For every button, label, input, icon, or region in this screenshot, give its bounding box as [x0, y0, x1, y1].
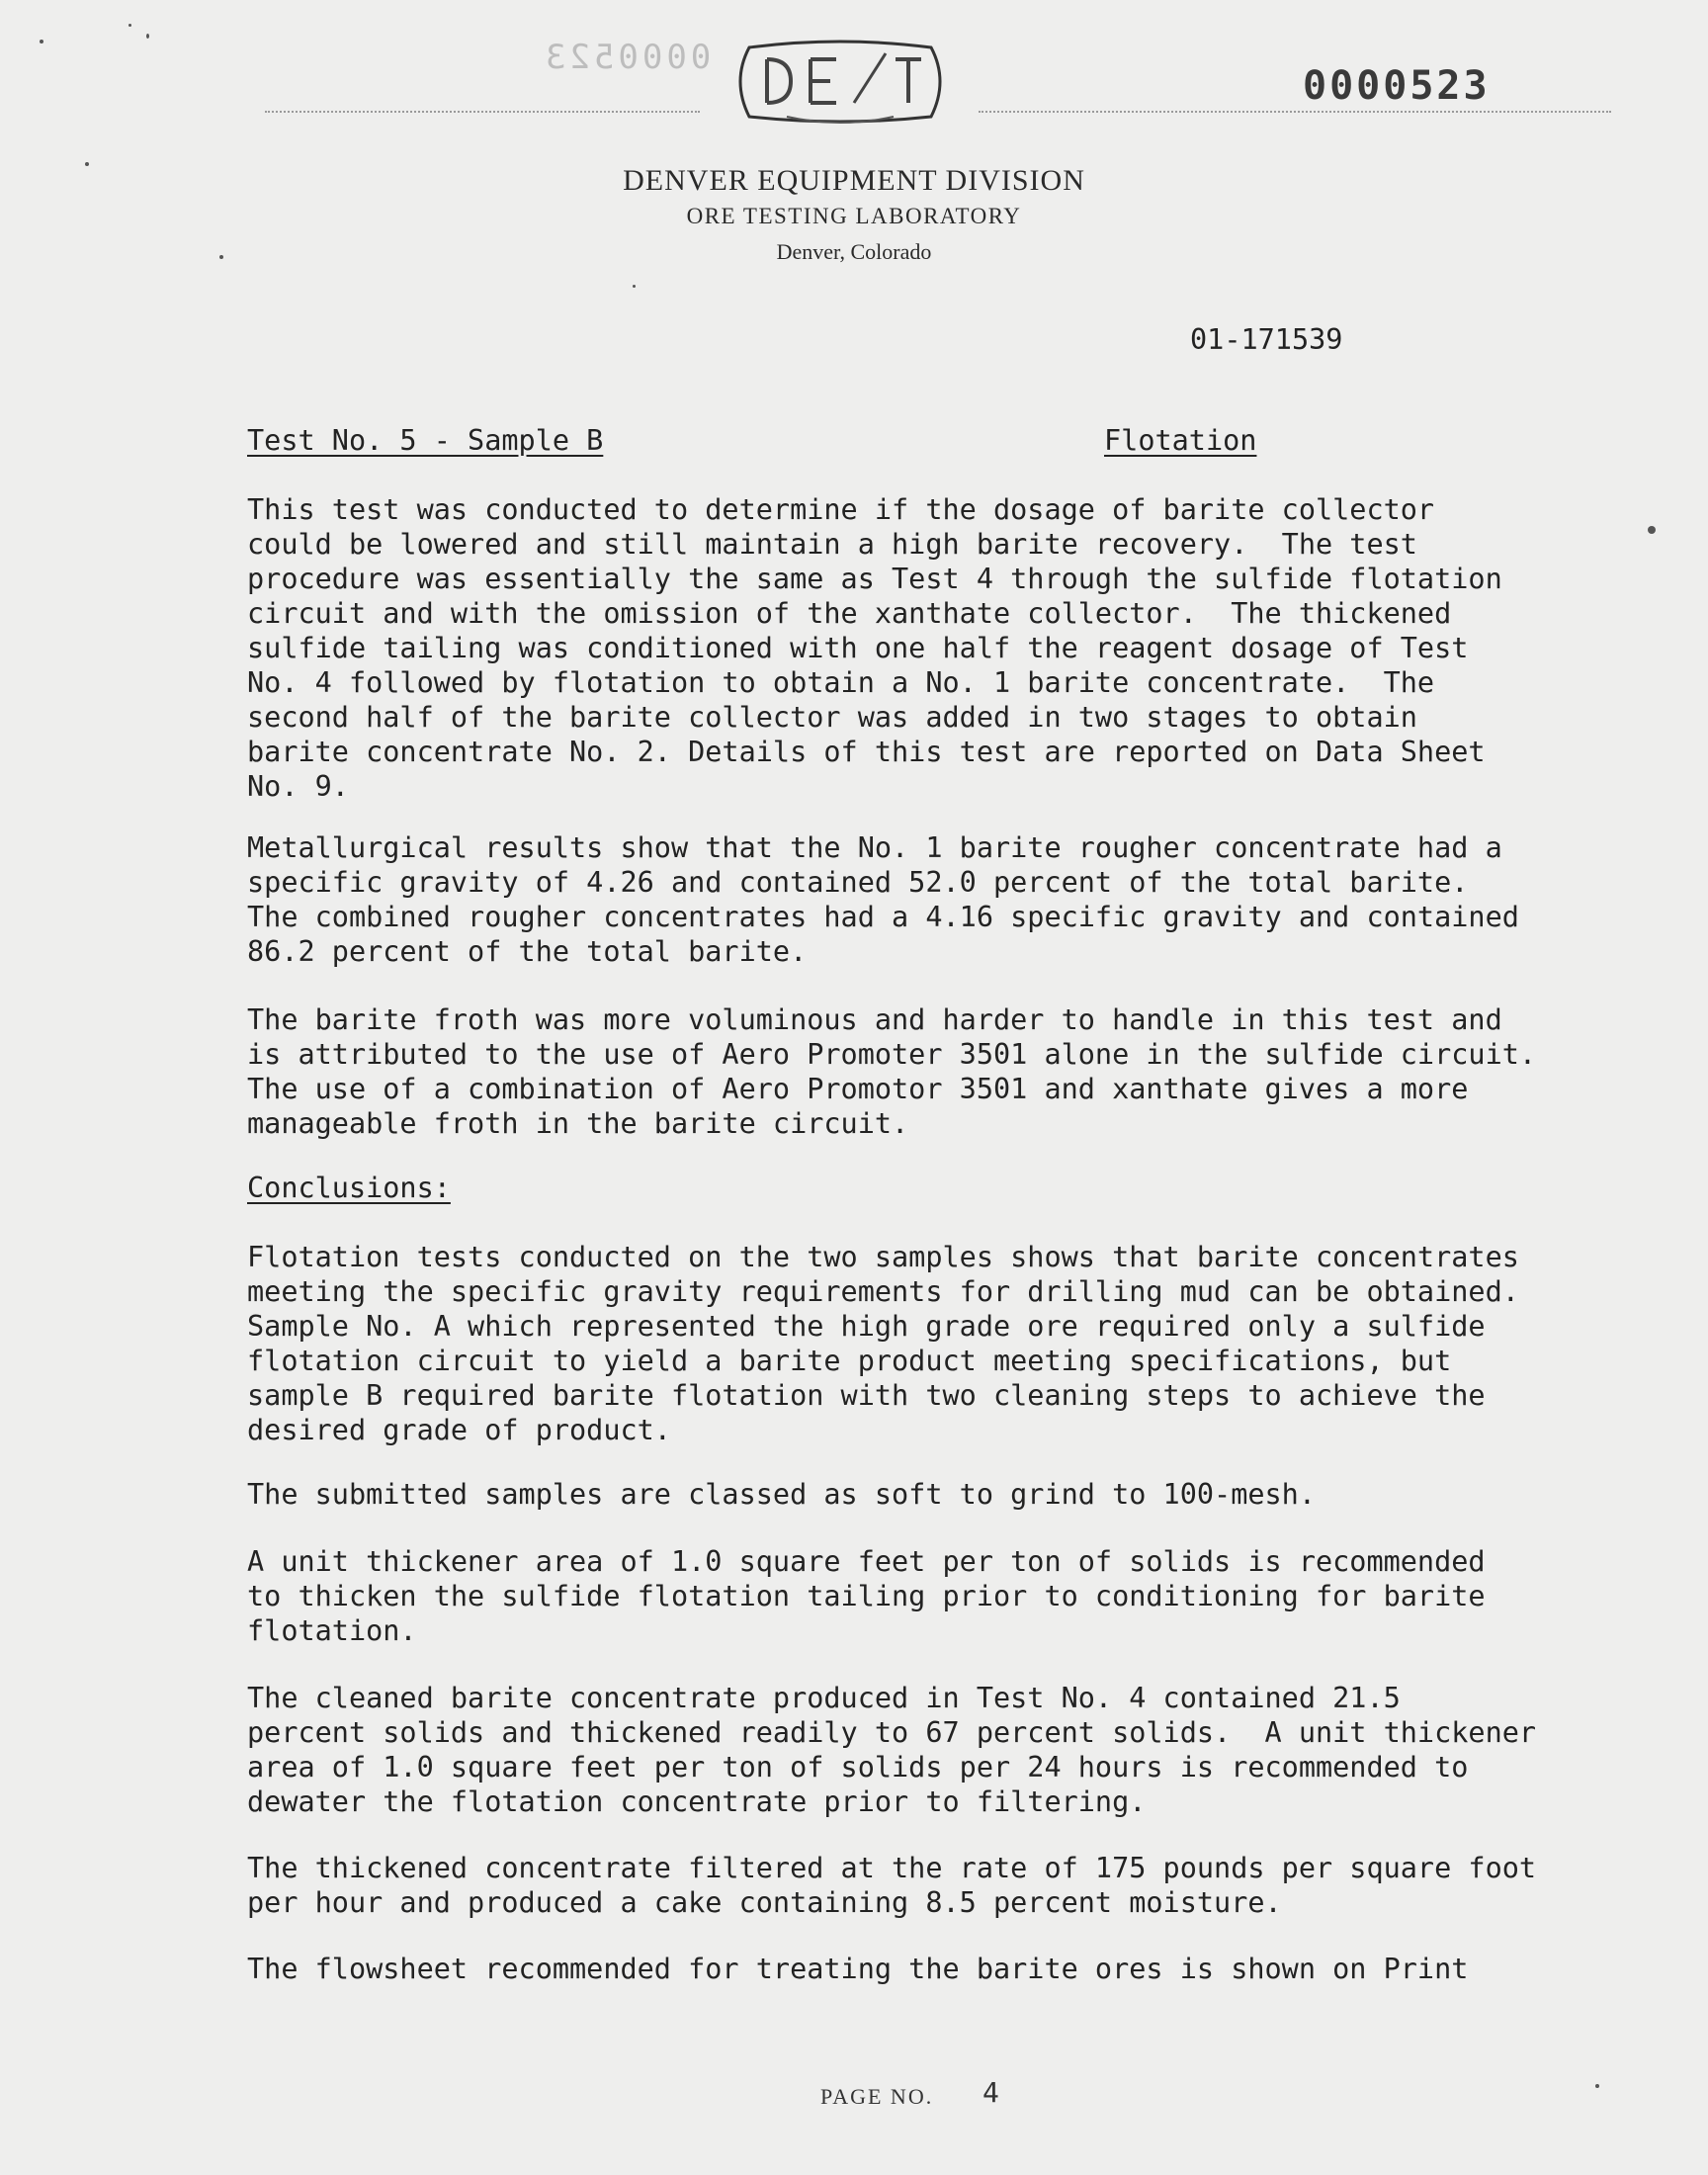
- reference-number: 01-171539: [1190, 323, 1343, 356]
- scan-speck: [128, 24, 131, 27]
- scan-speck: [146, 34, 149, 39]
- paragraph-conclusion-filtering: The thickened concentrate filtered at the rate of 175 pounds per square foot per hour and produced a cake containing 8.5 percent moisture.: [247, 1852, 1537, 1919]
- scan-speck: [1648, 526, 1656, 534]
- scan-speck: [40, 40, 43, 44]
- document-number: 0000523: [1303, 63, 1491, 109]
- test-type: Flotation: [1104, 424, 1257, 457]
- scan-speck: [1595, 2084, 1599, 2088]
- dotted-rule-right: [979, 111, 1611, 113]
- paragraph-metallurgical-results: Metallurgical results show that the No. 1 barite rougher concentrate had a specific gravity of 4.26 and contained 52.0 percent of the total barite. The combined rougher concentrates had a 4.16 specific gravity and contained 86.2 percent of the total barite.: [247, 831, 1519, 968]
- deco-stamp-logo: [727, 34, 953, 129]
- laboratory-name: ORE TESTING LABORATORY: [686, 204, 1022, 228]
- scan-speck: [633, 285, 636, 288]
- paragraph-conclusion-concentrate: The cleaned barite concentrate produced in Test No. 4 contained 21.5 percent solids and thickened readily to 67 percent solids. A unit thickener area of 1.0 square feet per ton of solids per 24 hours is recommended to dewater the flotation concentrate prior to filtering.: [247, 1682, 1537, 1818]
- paragraph-test-description: This test was conducted to determine if the dosage of barite collector could be lowered and still maintain a high barite recovery. The test procedure was essentially the same as Test 4 through the sulfide flotation circuit and with the omission of the xanthate collector. The thickened sulfide tailing was conditioned with one half the reagent dosage of Test No. 4 followed by flotation to obtain a No. 1 barite concentrate. The second half of the barite collector was added in two stages to obtain barite concentrate No. 2. Details of this test are reported on Data Sheet No. 9.: [247, 493, 1502, 803]
- scan-speck: [85, 162, 89, 166]
- paragraph-conclusion-flotation: Flotation tests conducted on the two samples shows that barite concentrates meeting the specific gravity requirements for drilling mud can be obtained. Sample No. A which represented the high grade ore required only a sulfide flotation circuit to yield a barite product meeting specifications, but sample B required barite flotation with two cleaning steps to achieve the desired grade of product.: [247, 1241, 1519, 1446]
- organization-name: DENVER EQUIPMENT DIVISION: [623, 164, 1085, 197]
- paragraph-conclusion-grinding: The submitted samples are classed as soft to grind to 100-mesh.: [247, 1478, 1316, 1511]
- bleed-through-number: 0000523: [542, 38, 712, 77]
- location: Denver, Colorado: [776, 239, 932, 264]
- conclusions-heading: Conclusions:: [247, 1172, 451, 1204]
- scan-speck: [219, 255, 223, 259]
- dotted-rule-left: [265, 111, 700, 113]
- page-number: 4: [982, 2076, 999, 2109]
- paragraph-froth-notes: The barite froth was more voluminous and harder to handle in this test and is attributed to the use of Aero Promoter 3501 alone in the sulfide circuit. The use of a combination of Aero Promotor 3501 and xanthate gives a more manageable froth in the barite circuit.: [247, 1003, 1537, 1140]
- test-title: Test No. 5 - Sample B: [247, 424, 604, 457]
- page-number-label: PAGE NO.: [820, 2084, 934, 2109]
- paragraph-conclusion-thickener: A unit thickener area of 1.0 square feet per ton of solids is recommended to thicken the sulfide flotation tailing prior to conditioning for barite flotation.: [247, 1545, 1486, 1647]
- paragraph-conclusion-flowsheet: The flowsheet recommended for treating the barite ores is shown on Print: [247, 1953, 1469, 1985]
